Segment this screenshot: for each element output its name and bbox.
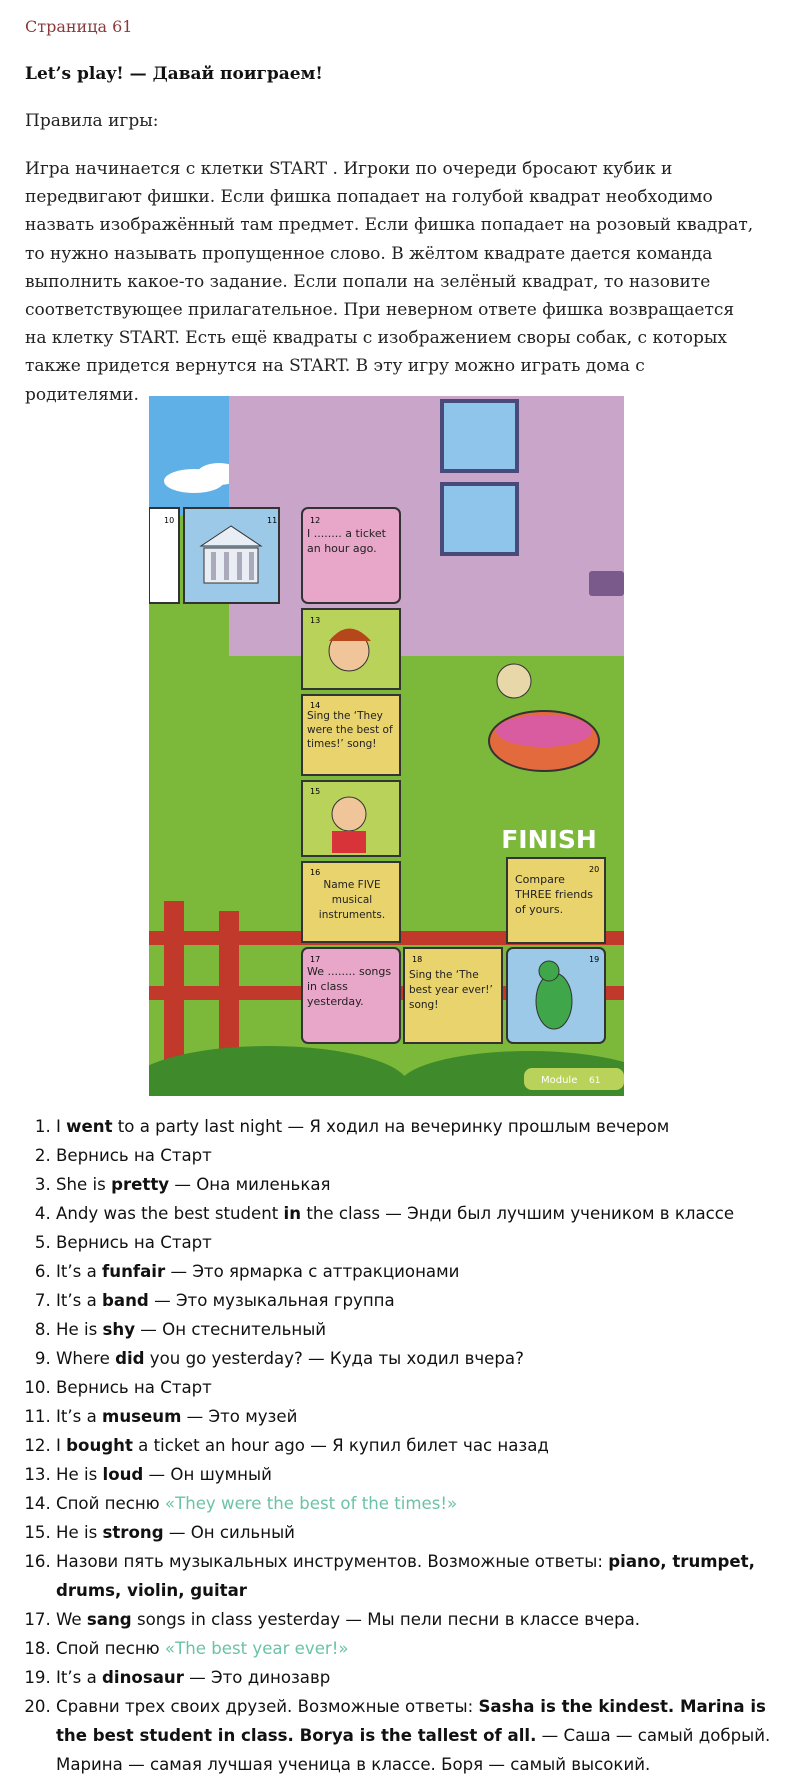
answer-item: 18. Спой песню «The best year ever!»	[56, 1634, 785, 1663]
song-title: «The best year ever!»	[164, 1639, 349, 1658]
finish-label: FINISH	[501, 825, 597, 854]
svg-text:14: 14	[310, 701, 321, 710]
answer-item: 16. Назови пять музыкальных инструментов. Возможные ответы: piano, trumpet, drums, violin, guitar	[56, 1547, 785, 1605]
answers-list	[24, 1112, 785, 1779]
square-14-text: Sing the ‘They were the best of times!’ song!	[307, 710, 393, 750]
svg-text:18: 18	[412, 955, 423, 964]
cat-icon	[497, 664, 531, 698]
rules-text: Игра начинается с клетки START . Игроки по очереди бросают кубик и передвигают фишки. Если фишка попадает на голубой квадрат необходимо назвать изображённый там предмет. Если фишка попадает на розовый квадрат, то нужно называть пропущенное слово. В жёлтом квадрате дается команда выполнить какое-то задание. Если попали на зелёный квадрат, то назовите соответствующее прилагательное. При неверном ответе фишка возвращается на клетку START. Есть ещё квадраты с изображением своры собак, с которых также придется вернутся на START. В эту игру можно играть дома с родителями.	[25, 159, 754, 405]
square-18-text: Sing the ‘The best year ever!’ song!	[409, 969, 493, 1011]
svg-text:12: 12	[310, 516, 321, 525]
board-game-image	[149, 396, 624, 1096]
page-label: Страница 61	[25, 17, 133, 36]
answer-item: 5. Вернись на Старт	[56, 1228, 785, 1257]
svg-text:17: 17	[310, 955, 321, 964]
rules-title: Правила игры:	[25, 111, 159, 131]
answer-item: 8. He is shy — Он стеснительный	[56, 1315, 785, 1344]
window	[442, 401, 517, 471]
answer-item: 2. Вернись на Старт	[56, 1141, 785, 1170]
answer-item: 7. It’s a band — Это музыкальная группа	[56, 1286, 785, 1315]
square-12-text: I ........ a ticket an hour ago.	[307, 527, 386, 555]
answer-item: 20. Сравни трех своих друзей. Возможные ответы: Sasha is the kindest. Marina is the best student in class. Borya is the tallest of all. — Саша — самый добрый. Марина — самая лучшая ученица в классе. Боря — самый высокий.	[56, 1692, 785, 1779]
board-page-number: 61	[589, 1076, 601, 1086]
svg-text:10: 10	[164, 516, 175, 525]
answer-item: 4. Andy was the best student in the class — Энди был лучшим учеником в классе	[56, 1199, 785, 1228]
square-17-text: We ........ songs in class yesterday.	[307, 965, 392, 1008]
answer-item: 14. Спой песню «They were the best of the times!»	[56, 1489, 785, 1518]
answer-item: 15. He is strong — Он сильный	[56, 1518, 785, 1547]
svg-text:20: 20	[589, 865, 600, 874]
svg-text:11: 11	[267, 516, 278, 525]
answer-item: 1. I went to a party last night — Я ходил на вечеринку прошлым вечером	[56, 1112, 785, 1141]
svg-text:15: 15	[310, 787, 321, 796]
answer-item: 9. Where did you go yesterday? — Куда ты ходил вчера?	[56, 1344, 785, 1373]
square-16-text: Name FIVE musical instruments.	[318, 879, 386, 921]
song-title: «They were the best of the times!»	[164, 1494, 458, 1513]
strong-boy-icon	[332, 797, 366, 831]
window	[442, 484, 517, 554]
answer-item: 12. I bought a ticket an hour ago — Я купил билет час назад	[56, 1431, 785, 1460]
answer-item: 13. He is loud — Он шумный	[56, 1460, 785, 1489]
svg-text:13: 13	[310, 616, 321, 625]
dinosaur-icon	[536, 973, 572, 1029]
svg-text:16: 16	[310, 868, 321, 877]
answer-item: 3. She is pretty — Она миленькая	[56, 1170, 785, 1199]
page-heading: Let’s play! — Давай поиграем!	[25, 64, 323, 84]
answer-item: 11. It’s a museum — Это музей	[56, 1402, 785, 1431]
answer-item: 17. We sang songs in class yesterday — Мы пели песни в классе вчера.	[56, 1605, 785, 1634]
answer-item: 10. Вернись на Старт	[56, 1373, 785, 1402]
module-label: Module	[541, 1075, 578, 1086]
answer-item: 6. It’s a funfair — Это ярмарка с аттракционами	[56, 1257, 785, 1286]
answer-item: 19. It’s a dinosaur — Это динозавр	[56, 1663, 785, 1692]
svg-text:19: 19	[589, 955, 600, 964]
square-20-text: Compare THREE friends of yours.	[515, 873, 593, 916]
